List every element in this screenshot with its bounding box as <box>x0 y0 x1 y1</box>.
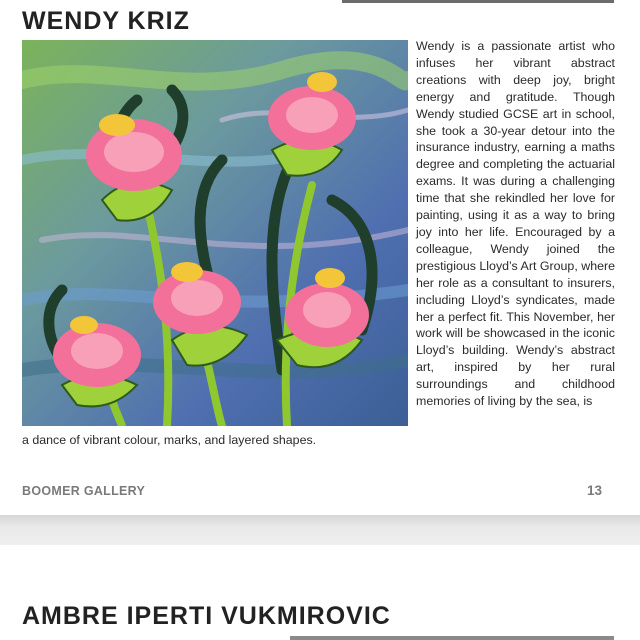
article-body: Wendy is a passionate artist who infuses her vibrant abstract creations with deep joy, bright energy and gratitude. Though Wendy studied GCSE art in school, she took a 30-year detour into the insurance industry, earning a maths degree and completing the actuarial exams. It was during a challenging time that she rekindled her love for painting, using it as a way to bring joy into her life. Encouraged by a colleague, Wendy joined the prestigious Lloyd’s Art Group, where her role as a consultant to insurers, including Lloyd’s syndicates, made her a perfect fit. This November, her work will be showcased in the iconic Lloyd’s building. Wendy’s abstract art, inspired by her rural surroundings and childhood memories of living by the sea, is <box>416 39 615 409</box>
footer-page-number: 13 <box>586 483 602 498</box>
next-magazine-page <box>0 545 640 640</box>
article-body-continued: a dance of vibrant colour, marks, and layered shapes. <box>22 433 317 447</box>
footer-gallery-name: BOOMER GALLERY <box>22 484 146 498</box>
artwork-image <box>22 40 408 426</box>
page-divider <box>0 515 640 545</box>
previous-image-edge <box>342 0 614 3</box>
article-title: WENDY KRIZ <box>22 7 190 35</box>
next-article-image-edge <box>290 636 614 640</box>
next-article-title: AMBRE IPERTI VUKMIROVIC <box>22 602 391 630</box>
flower-painting <box>22 40 408 426</box>
